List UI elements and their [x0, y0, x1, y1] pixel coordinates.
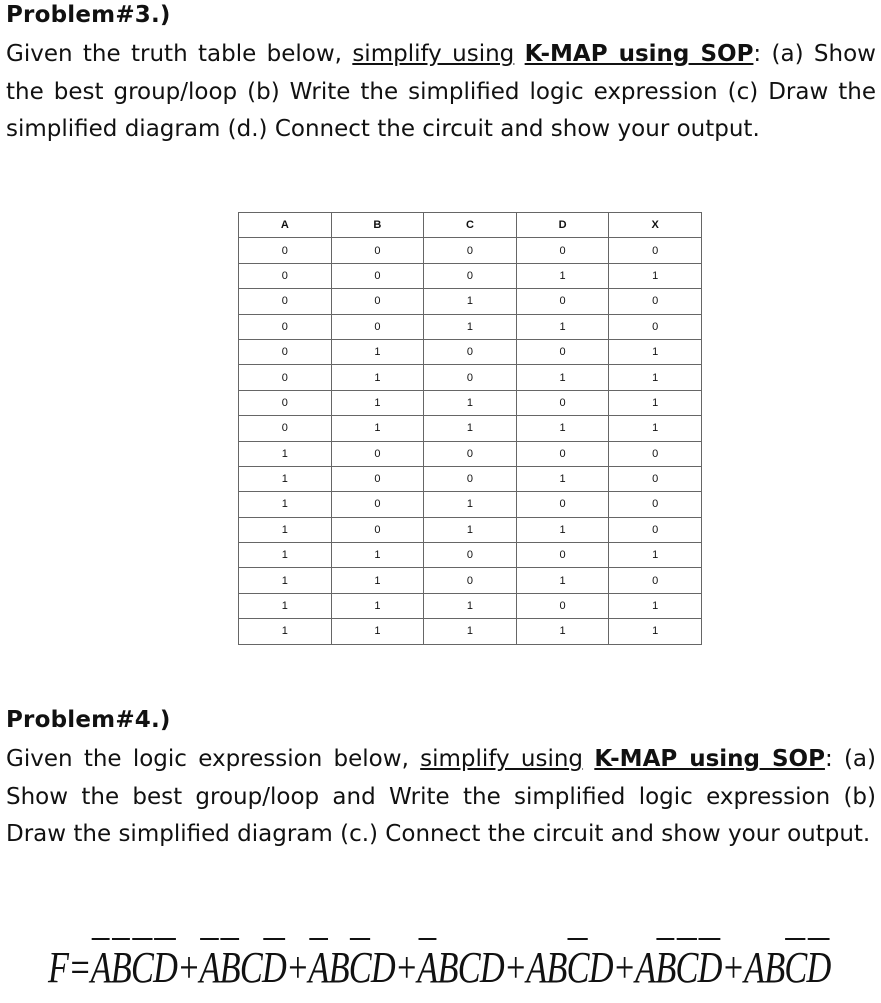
simplify-phrase: simplify using [352, 41, 515, 67]
literal: B [328, 943, 349, 992]
literal: B [655, 943, 676, 992]
literal: C [784, 943, 807, 992]
literal: D [479, 943, 504, 992]
table-cell: 0 [609, 492, 702, 517]
logic-expression [48, 942, 831, 993]
table-cell: 1 [239, 441, 332, 466]
literal: C [130, 943, 154, 992]
table-cell: 0 [239, 238, 332, 263]
table-cell: 0 [609, 466, 702, 491]
table-cell: 0 [239, 263, 332, 288]
header-x: X [609, 213, 702, 238]
literal: A [90, 943, 111, 992]
truth-table [238, 212, 702, 645]
table-cell: 1 [516, 517, 609, 542]
table-cell: 1 [516, 314, 609, 339]
table-row [239, 365, 702, 390]
table-cell: 1 [609, 593, 702, 618]
table-cell: 1 [331, 390, 424, 415]
table-cell: 0 [331, 263, 424, 288]
table-row [239, 492, 702, 517]
problem3-instructions: Given the truth table below, simplify using K-MAP using SOP: (a) Show the best group/loop (b) Write the simplified logic expression (c) Draw the simplified diagram (d.) Connect the circuit and show your output. [6, 41, 876, 142]
problem4-instructions: Given the logic expression below, simplify using K-MAP using SOP: (a) Show the best group/loop and Write the simplified logic expression (b) Draw the simplified diagram (c.) Connect the circuit and show your output. [6, 746, 876, 847]
problem4-title: Problem#4.) [6, 707, 171, 733]
literal: A [744, 943, 765, 992]
table-cell: 0 [239, 416, 332, 441]
literal: A [635, 943, 656, 992]
table-row [239, 517, 702, 542]
table-cell: 0 [516, 593, 609, 618]
table-cell: 1 [331, 593, 424, 618]
minterm [91, 942, 178, 993]
plus-sign: + [503, 943, 527, 992]
table-cell: 0 [609, 314, 702, 339]
table-cell: 0 [424, 568, 517, 593]
table-row [239, 416, 702, 441]
table-cell: 1 [516, 466, 609, 491]
table-cell: 0 [331, 441, 424, 466]
literal: C [675, 943, 698, 992]
table-cell: 0 [239, 289, 332, 314]
minterm [199, 942, 286, 993]
literal: A [526, 943, 547, 992]
table-row [239, 619, 702, 644]
literal: D [697, 943, 722, 992]
table-cell: 0 [239, 339, 332, 364]
table-cell: 1 [609, 339, 702, 364]
table-cell: 1 [516, 263, 609, 288]
table-cell: 1 [239, 517, 332, 542]
table-row [239, 466, 702, 491]
literal: B [110, 943, 131, 992]
table-cell: 0 [424, 263, 517, 288]
header-b: B [331, 213, 424, 238]
table-cell: 0 [424, 339, 517, 364]
table-cell: 1 [609, 619, 702, 644]
table-row [239, 339, 702, 364]
table-row [239, 289, 702, 314]
plus-sign: + [286, 943, 309, 992]
table-row [239, 390, 702, 415]
table-cell: 1 [239, 593, 332, 618]
header-a: A [239, 213, 332, 238]
table-cell: 1 [239, 543, 332, 568]
table-row [239, 314, 702, 339]
header-c: C [424, 213, 517, 238]
plus-sign: + [721, 943, 745, 992]
table-cell: 1 [424, 517, 517, 542]
table-cell: 1 [609, 416, 702, 441]
table-row [239, 568, 702, 593]
table-row [239, 238, 702, 263]
table-cell: 1 [239, 568, 332, 593]
table-cell: 1 [609, 263, 702, 288]
table-cell: 0 [331, 466, 424, 491]
plus-sign: + [177, 943, 200, 992]
table-cell: 1 [516, 365, 609, 390]
literal: B [437, 943, 458, 992]
table-cell: 1 [331, 339, 424, 364]
table-cell: 0 [331, 517, 424, 542]
minterm [526, 942, 613, 993]
table-cell: 1 [424, 314, 517, 339]
table-cell: 1 [516, 568, 609, 593]
table-cell: 0 [424, 466, 517, 491]
table-cell: 0 [609, 441, 702, 466]
table-cell: 0 [239, 365, 332, 390]
table-cell: 0 [516, 238, 609, 263]
table-cell: 1 [331, 568, 424, 593]
table-cell: 1 [609, 365, 702, 390]
table-row [239, 263, 702, 288]
table-cell: 0 [516, 339, 609, 364]
table-cell: 0 [609, 568, 702, 593]
literal: C [457, 943, 480, 992]
table-cell: 0 [424, 543, 517, 568]
table-cell: 1 [331, 365, 424, 390]
literal: B [219, 943, 240, 992]
table-cell: 1 [424, 593, 517, 618]
minterm [744, 942, 831, 993]
literal: D [262, 943, 287, 992]
table-cell: 0 [331, 314, 424, 339]
problem3-title: Problem#3.) [6, 2, 171, 28]
literal: D [370, 943, 395, 992]
table-row [239, 593, 702, 618]
table-cell: 1 [424, 289, 517, 314]
table-cell: 1 [239, 619, 332, 644]
table-cell: 1 [424, 416, 517, 441]
table-row [239, 543, 702, 568]
plus-sign: + [394, 943, 418, 992]
literal: A [308, 943, 329, 992]
expression-lhs: F [48, 943, 69, 992]
header-d: D [516, 213, 609, 238]
simplify-phrase: simplify using [420, 746, 584, 772]
kmap-sop-phrase: K-MAP using SOP [524, 41, 754, 67]
literal: D [588, 943, 613, 992]
literal: C [239, 943, 263, 992]
table-cell: 1 [424, 390, 517, 415]
table-cell: 1 [239, 466, 332, 491]
table-cell: 1 [239, 492, 332, 517]
table-cell: 1 [609, 543, 702, 568]
table-cell: 1 [331, 543, 424, 568]
table-cell: 0 [424, 365, 517, 390]
table-cell: 0 [516, 543, 609, 568]
literal: C [566, 943, 589, 992]
table-cell: 1 [516, 619, 609, 644]
minterm [308, 942, 395, 993]
table-cell: 0 [516, 390, 609, 415]
table-cell: 0 [331, 238, 424, 263]
table-cell: 0 [609, 289, 702, 314]
table-cell: 0 [516, 492, 609, 517]
table-cell: 0 [424, 441, 517, 466]
plus-sign: + [612, 943, 636, 992]
table-cell: 0 [239, 390, 332, 415]
literal: C [348, 943, 371, 992]
literal: B [764, 943, 785, 992]
minterm [635, 942, 722, 993]
literal: B [546, 943, 567, 992]
table-cell: 0 [609, 517, 702, 542]
table-cell: 1 [424, 492, 517, 517]
table-cell: 0 [609, 238, 702, 263]
table-cell: 1 [331, 416, 424, 441]
table-cell: 1 [331, 619, 424, 644]
literal: D [806, 943, 831, 992]
table-cell: 0 [516, 441, 609, 466]
literal: A [417, 943, 438, 992]
equals-sign: = [68, 943, 91, 992]
table-row [239, 441, 702, 466]
table-cell: 1 [609, 390, 702, 415]
literal: D [153, 943, 178, 992]
literal: A [199, 943, 220, 992]
truth-table-header-row [239, 213, 702, 238]
table-cell: 0 [239, 314, 332, 339]
table-cell: 0 [424, 238, 517, 263]
kmap-sop-phrase: K-MAP using SOP [594, 746, 825, 772]
table-cell: 0 [331, 492, 424, 517]
table-cell: 1 [516, 416, 609, 441]
table-cell: 0 [516, 289, 609, 314]
table-cell: 1 [424, 619, 517, 644]
minterm [417, 942, 504, 993]
table-cell: 0 [331, 289, 424, 314]
